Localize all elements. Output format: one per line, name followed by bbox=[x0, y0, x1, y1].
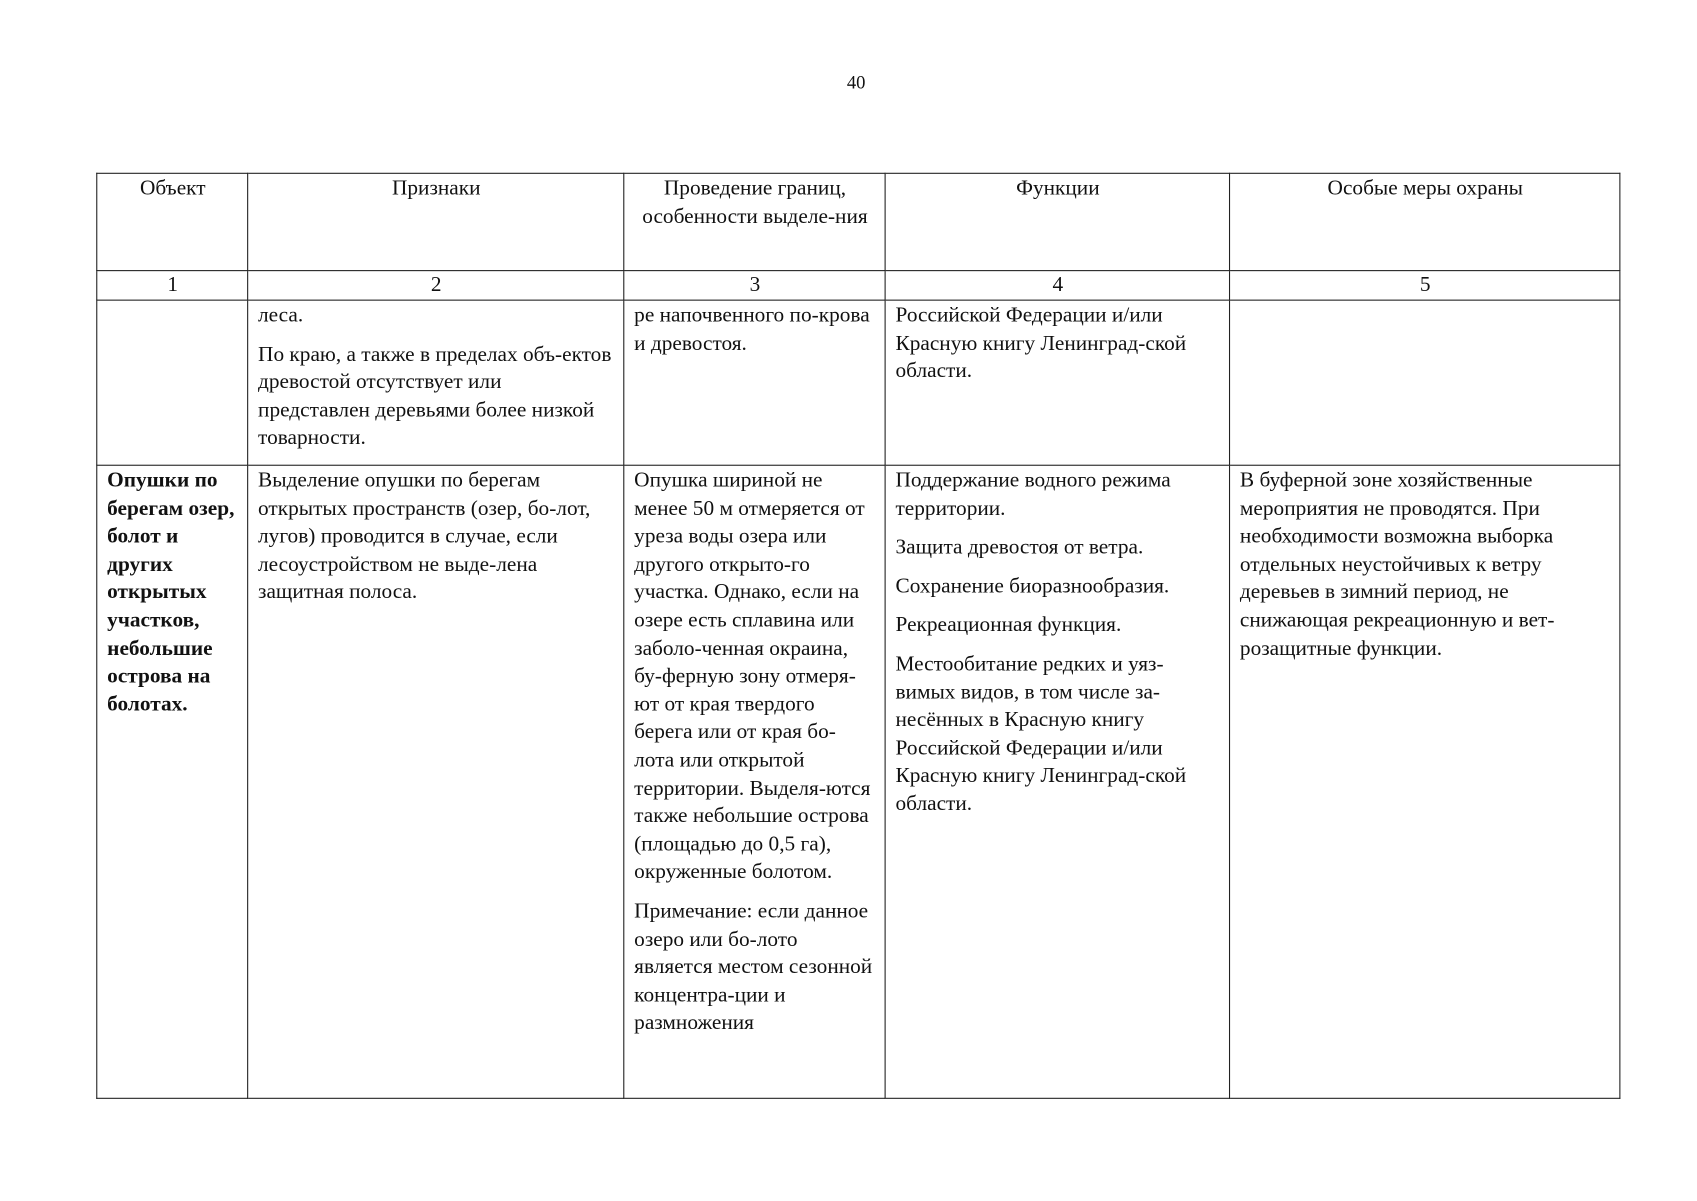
functions-cell bbox=[885, 300, 1229, 465]
measures-cell bbox=[1230, 300, 1620, 465]
boundaries-cell bbox=[624, 300, 885, 465]
boundaries-cell bbox=[624, 465, 885, 1098]
cell-paragraph: Выделение опушки по берегам открытых пространств (озер, бо-лот, лугов) проводится в случае, если лесоустройством не выде-лена защитная полоса. bbox=[258, 469, 591, 604]
cell-paragraph: Опушка шириной не менее 50 м отмеряется от уреза воды озера или другого открыто-го участка. Однако, если на озере есть сплавина или заболо-ченная окраина, бу-ферную зону отмеря-ют от края твердого берега или от края бо-лота или открытой территории. Выделя-ются также небольшие острова (площадью до 0,5 га), окруженные болотом. bbox=[634, 469, 871, 884]
header-row bbox=[97, 173, 1620, 270]
column-number-row bbox=[97, 271, 1620, 301]
cell-paragraph: Примечание: если данное озеро или бо-лото является местом сезонной концентра-ции и размножения bbox=[634, 899, 873, 1035]
cell-paragraph: леса. bbox=[258, 303, 304, 327]
column-number: 1 bbox=[97, 271, 248, 301]
cell-paragraph: ре напочвенного по-крова и древостоя. bbox=[634, 303, 870, 355]
measures-cell bbox=[1230, 465, 1620, 1098]
object-cell bbox=[97, 465, 248, 1098]
signs-cell bbox=[248, 465, 624, 1098]
column-number: 5 bbox=[1230, 271, 1620, 301]
cell-paragraph: Рекреационная функция. bbox=[895, 613, 1122, 637]
cell-paragraph: Российской Федерации и/или Красную книгу Ленинград-ской области. bbox=[895, 303, 1187, 383]
header-boundaries: Проведение границ, особенности выделе-ния bbox=[624, 173, 885, 270]
cell-paragraph: Поддержание водного режима территории. bbox=[895, 469, 1171, 521]
functions-cell bbox=[885, 465, 1229, 1098]
header-measures: Особые меры охраны bbox=[1230, 173, 1620, 270]
column-number: 4 bbox=[885, 271, 1229, 301]
cell-paragraph: Опушки по берегам озер, болот и других открытых участков, небольшие острова на болотах. bbox=[107, 469, 235, 716]
column-number: 3 bbox=[624, 271, 885, 301]
table-row bbox=[97, 465, 1620, 1098]
cell-paragraph: Сохранение биоразнообразия. bbox=[895, 574, 1170, 598]
page-number: 40 bbox=[846, 72, 866, 93]
signs-cell bbox=[248, 300, 624, 465]
column-number: 2 bbox=[248, 271, 624, 301]
cell-paragraph: Местообитание редких и уяз-вимых видов, в том числе за-несённых в Красную книгу Российской Федерации и/или Красную книгу Ленинград-ской области. bbox=[895, 652, 1187, 816]
object-cell bbox=[97, 300, 248, 465]
header-object: Объект bbox=[97, 173, 248, 270]
cell-paragraph: Защита древостоя от ветра. bbox=[895, 535, 1144, 559]
header-signs: Признаки bbox=[248, 173, 624, 270]
header-functions: Функции bbox=[885, 173, 1229, 270]
cell-paragraph: В буферной зоне хозяйственные мероприятия не проводятся. При необходимости возможна выборка отдельных неустойчивых к ветру деревьев в зимний период, не снижающая рекреационную и вет-розащитные функции. bbox=[1239, 469, 1555, 660]
protection-measures-table bbox=[96, 173, 1620, 1099]
cell-paragraph: По краю, а также в пределах объ-ектов древостой отсутствует или представлен деревьями более низкой товарности. bbox=[258, 342, 612, 450]
table-row bbox=[97, 300, 1620, 465]
